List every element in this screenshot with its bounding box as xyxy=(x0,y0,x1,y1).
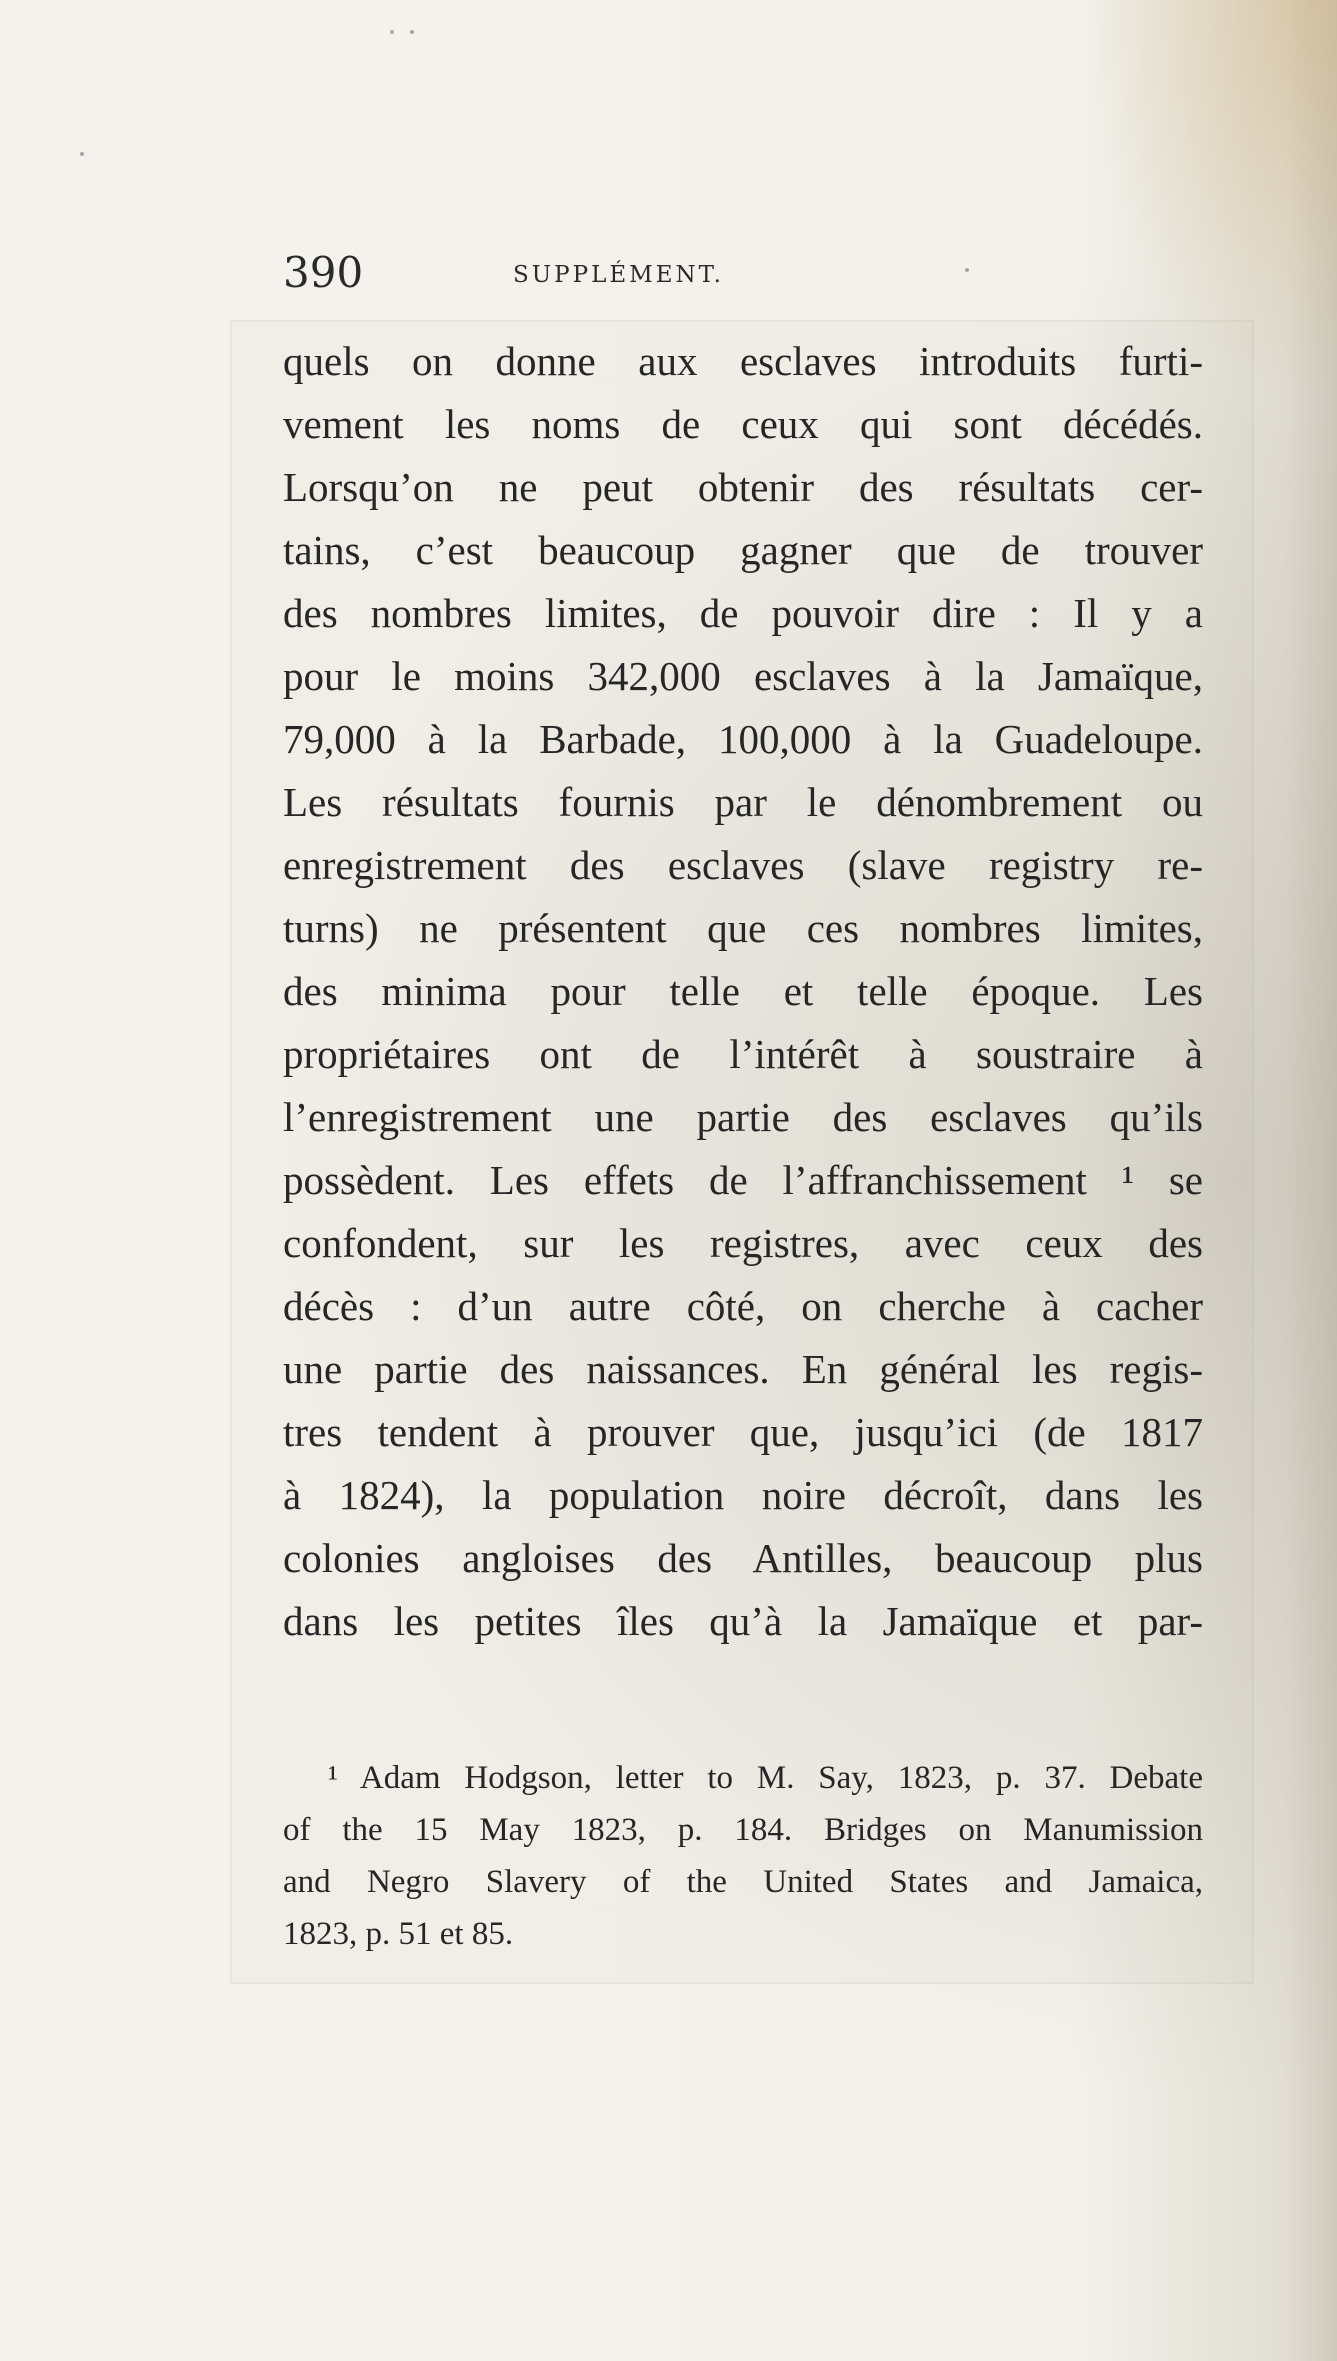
text-line: quels on donne aux esclaves introduits furti- xyxy=(283,338,1203,384)
footnote-line: of the 15 May 1823, p. 184. Bridges on Manumission xyxy=(283,1812,1203,1848)
text-line: Les résultats fournis par le dénombrement ou xyxy=(283,779,1203,825)
text-line: Lorsqu’on ne peut obtenir des résultats cer- xyxy=(283,464,1203,510)
footnote-line: and Negro Slavery of the United States and Jamaica, xyxy=(283,1864,1203,1900)
text-line: des minima pour telle et telle époque. Les xyxy=(283,968,1203,1014)
text-line: pour le moins 342,000 esclaves à la Jamaïque, xyxy=(283,653,1203,699)
text-line: vement les noms de ceux qui sont décédés. xyxy=(283,401,1203,447)
speck xyxy=(80,152,84,156)
text-line: enregistrement des esclaves (slave registry re- xyxy=(283,842,1203,888)
text-line: turns) ne présentent que ces nombres limites, xyxy=(283,905,1203,951)
text-line: possèdent. Les effets de l’affranchissement ¹ se xyxy=(283,1157,1203,1203)
footnote-line: 1823, p. 51 et 85. xyxy=(283,1916,514,1952)
text-line: propriétaires ont de l’intérêt à soustraire à xyxy=(283,1031,1203,1077)
footnote-line: ¹ Adam Hodgson, letter to M. Say, 1823, p. 37. Debate xyxy=(328,1760,1203,1796)
body-text xyxy=(283,330,1203,1653)
text-line: tains, c’est beaucoup gagner que de trouver xyxy=(283,527,1203,573)
text-line: dans les petites îles qu’à la Jamaïque et par- xyxy=(283,1598,1203,1644)
page-header xyxy=(283,248,1023,318)
text-line: décès : d’un autre côté, on cherche à cacher xyxy=(283,1283,1203,1329)
footnote xyxy=(283,1752,1203,1960)
text-line: à 1824), la population noire décroît, dans les xyxy=(283,1472,1203,1518)
speck xyxy=(390,30,394,34)
text-line: 79,000 à la Barbade, 100,000 à la Guadeloupe. xyxy=(283,716,1203,762)
text-line: l’enregistrement une partie des esclaves qu’ils xyxy=(283,1094,1203,1140)
text-line: colonies angloises des Antilles, beaucoup plus xyxy=(283,1535,1203,1581)
text-line: une partie des naissances. En général les regis- xyxy=(283,1346,1203,1392)
speck xyxy=(410,30,414,34)
page-number: 390 xyxy=(283,248,364,297)
text-line: tres tendent à prouver que, jusqu’ici (de 1817 xyxy=(283,1409,1203,1455)
running-head: SUPPLÉMENT. xyxy=(513,262,724,288)
text-line: confondent, sur les registres, avec ceux des xyxy=(283,1220,1203,1266)
text-line: des nombres limites, de pouvoir dire : Il y a xyxy=(283,590,1203,636)
